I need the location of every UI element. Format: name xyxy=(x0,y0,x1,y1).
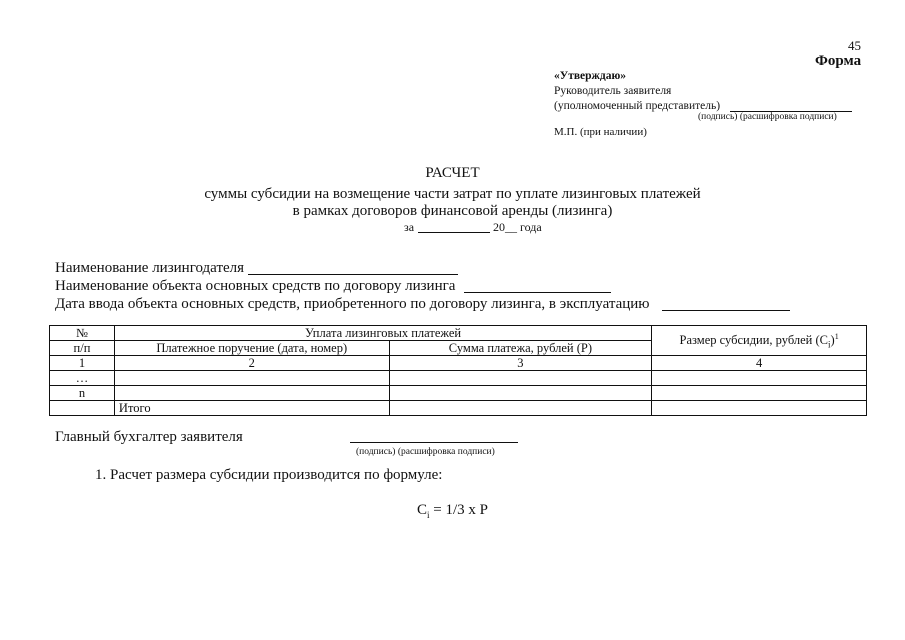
table-cell[interactable] xyxy=(114,386,389,401)
table-cell[interactable] xyxy=(652,401,867,416)
table-cell[interactable] xyxy=(389,386,652,401)
approve-signature-caption: (подпись) (расшифровка подписи) xyxy=(698,112,837,122)
field-lessor-label: Наименование лизингодателя xyxy=(55,260,245,276)
formula-note: 1. Расчет размера субсидии производится по формуле: xyxy=(95,467,443,483)
table-cell[interactable] xyxy=(114,371,389,386)
formula: $C_i = 1/3$ x P xyxy=(416,502,488,520)
field-object-label: Наименование объекта основных средств по договору лизинга xyxy=(55,278,456,294)
table-cell: 3 xyxy=(389,356,652,371)
chief-accountant-signature-caption: (подпись) (расшифровка подписи) xyxy=(356,447,495,457)
field-object-line[interactable] xyxy=(464,292,611,293)
table-row-total xyxy=(50,401,867,416)
header-payments: Уплата лизинговых платежей xyxy=(114,326,651,341)
table-cell xyxy=(50,401,115,416)
field-date-line[interactable] xyxy=(662,310,790,311)
table-cell[interactable] xyxy=(652,386,867,401)
period-prefix: за xyxy=(404,220,415,234)
table-cell: n xyxy=(50,386,115,401)
header-payment-sum: Сумма платежа, рублей (P) xyxy=(389,341,652,356)
header-number: № xyxy=(50,326,115,341)
total-label: Итого xyxy=(114,401,389,416)
period-line xyxy=(418,232,490,233)
header-payment-order: Платежное поручение (дата, номер) xyxy=(114,341,389,356)
period-year: 20__ года xyxy=(493,220,542,234)
doc-subtitle-1: суммы субсидии на возмещение части затрат по уплате лизинговых платежей xyxy=(204,186,701,202)
approve-heading: «Утверждаю» xyxy=(554,70,626,82)
table-row-numbers xyxy=(50,356,867,371)
table-cell: 2 xyxy=(114,356,389,371)
header-subsidy: Размер субсидии, рублей $(C_i)^1$ xyxy=(652,326,867,356)
approve-stamp: М.П. (при наличии) xyxy=(554,126,647,138)
table-row-dots xyxy=(50,371,867,386)
table-cell: 1 xyxy=(50,356,115,371)
header-pp: п/п xyxy=(50,341,115,356)
field-date-label: Дата ввода объекта основных средств, приобретенного по договору лизинга, в эксплуатацию xyxy=(55,296,650,312)
form-label: Форма xyxy=(815,53,862,69)
table-cell: 4 xyxy=(652,356,867,371)
doc-title: РАСЧЕТ xyxy=(425,165,480,181)
approve-representative: (уполномоченный представитель) xyxy=(554,100,721,112)
table-cell[interactable] xyxy=(652,371,867,386)
page-number: 45 xyxy=(848,38,861,53)
table-row-n xyxy=(50,386,867,401)
table-cell[interactable] xyxy=(389,371,652,386)
field-lessor-line[interactable] xyxy=(248,274,458,275)
table-cell: … xyxy=(50,371,115,386)
chief-accountant-signature-line[interactable] xyxy=(350,442,518,443)
doc-subtitle-2: в рамках договоров финансовой аренды (лизинга) xyxy=(292,203,613,219)
table-cell[interactable] xyxy=(389,401,652,416)
approve-head-of-applicant: Руководитель заявителя xyxy=(554,85,672,97)
subsidy-table xyxy=(49,325,867,416)
chief-accountant-label: Главный бухгалтер заявителя xyxy=(55,429,243,445)
